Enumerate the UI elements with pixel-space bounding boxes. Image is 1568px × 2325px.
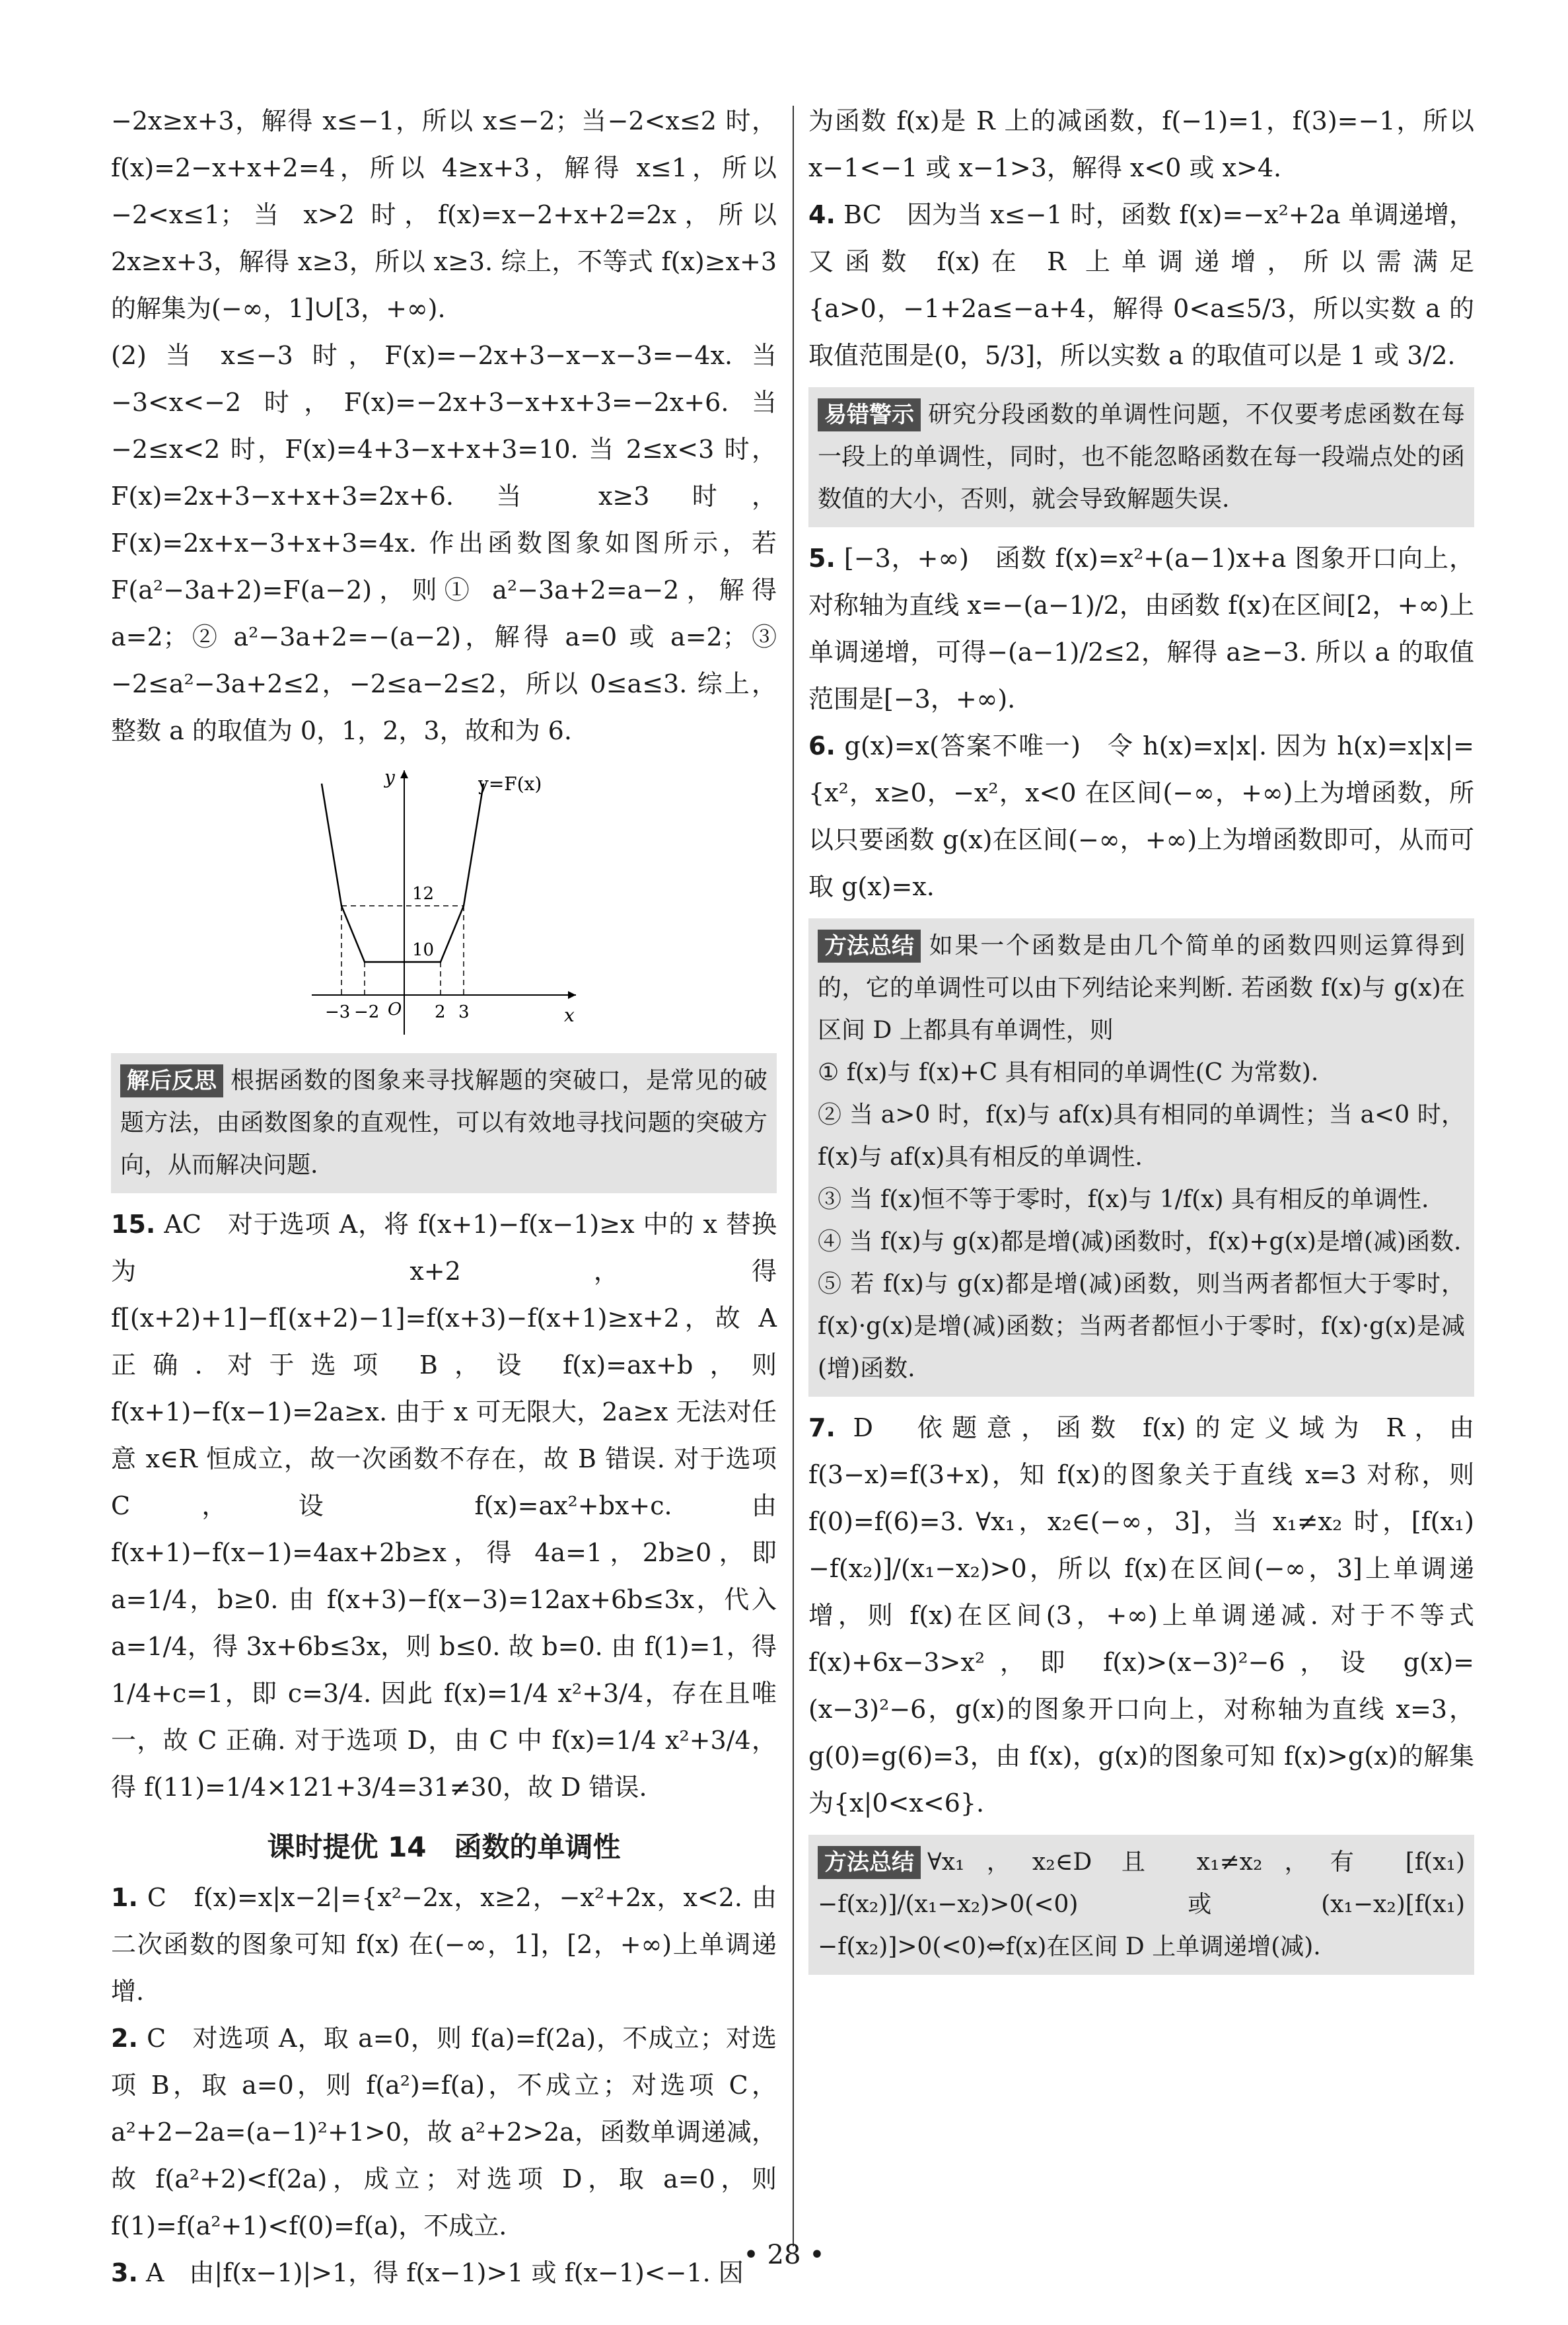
q6-text: g(x)=x(答案不唯一) 令 h(x)=x|x|. 因为 h(x)=x|x|={x²，x≥0，−x²，x<0 在区间(−∞，+∞)上为增函数，所以只要函数 g(x)在区间(−∞，+∞)上为增函数即可，从而可取 g(x)=x. bbox=[808, 731, 1474, 901]
x-axis-arrow bbox=[568, 991, 576, 999]
q3-number: 3. bbox=[111, 2258, 138, 2287]
reflection-tag: 解后反思 bbox=[120, 1064, 223, 1097]
method-text-2: ∀x₁，x₂∈D 且 x₁≠x₂，有 [f(x₁)−f(x₂)]/(x₁−x₂)>0(<0)或(x₁−x₂)[f(x₁)−f(x₂)]>0(<0)⇔f(x)在区间 D 上单调递增(减). bbox=[818, 1849, 1465, 1960]
q15-number: 15. bbox=[111, 1210, 156, 1239]
x-tick-m3: −3 bbox=[325, 1002, 351, 1022]
question-15 bbox=[111, 1201, 777, 1811]
warning-box bbox=[808, 387, 1474, 527]
q2-text: C 对选项 A，取 a=0，则 f(a)=f(2a)，不成立；对选项 B，取 a=0，则 f(a²)=f(a)，不成立；对选项 C，a²+2−2a=(a−1)²+1>0，故 a²+2>2a，函数单调递减，故 f(a²+2)<f(2a)，成立；对选项 D，取 a=0，则 f(1)=f(a²+1)<f(0)=f(a)，不成立. bbox=[111, 2024, 777, 2240]
q6-number: 6. bbox=[808, 731, 836, 760]
method-tag-2: 方法总结 bbox=[818, 1846, 921, 1879]
reflection-box bbox=[111, 1053, 777, 1193]
q7-number: 7. bbox=[808, 1413, 836, 1442]
left-paragraph-1: −2x≥x+3，解得 x≤−1，所以 x≤−2；当−2<x≤2 时，f(x)=2−x+x+2=4，所以 4≥x+3，解得 x≤1，所以−2<x≤1；当 x>2 时，f(x)=x−2+x+2=2x，所以 2x≥x+3，解得 x≥3，所以 x≥3. 综上，不等式 f(x)≥x+3 的解集为(−∞，1]∪[3，+∞). bbox=[111, 106, 777, 323]
y-axis-arrow bbox=[400, 770, 408, 778]
q4-text: BC 因为当 x≤−1 时，函数 f(x)=−x²+2a 单调递增，又函数 f(x)在 R 上单调递增，所以需满足 {a>0，−1+2a≤−a+4，解得 0<a≤5/3，所以实数 a 的取值范围是(0，5/3]，所以实数 a 的取值可以是 1 或 3/2. bbox=[808, 200, 1474, 370]
page-number: • 28 • bbox=[743, 2240, 825, 2270]
x-axis-label: x bbox=[564, 1004, 575, 1026]
left-column bbox=[111, 98, 777, 2297]
right-column bbox=[808, 98, 1474, 1983]
method-tag-1: 方法总结 bbox=[818, 930, 921, 963]
warning-tag: 易错警示 bbox=[818, 398, 921, 431]
q3-text: A 由|f(x−1)|>1，得 f(x−1)>1 或 f(x−1)<−1. 因 bbox=[145, 2258, 744, 2287]
method-line-3: ③ 当 f(x)恒不等于零时，f(x)与 1/f(x) 具有相反的单调性. bbox=[818, 1186, 1429, 1213]
function-curve bbox=[322, 784, 483, 962]
q5-number: 5. bbox=[808, 544, 836, 573]
method-line-4: ④ 当 f(x)与 g(x)都是增(减)函数时，f(x)+g(x)是增(减)函数. bbox=[818, 1228, 1462, 1255]
question-7 bbox=[808, 1405, 1474, 1827]
right-paragraph-1: 为函数 f(x)是 R 上的减函数，f(−1)=1，f(3)=−1，所以 x−1<−1 或 x−1>3，解得 x<0 或 x>4. bbox=[808, 106, 1474, 182]
section-title: 课时提优 14 函数的单调性 bbox=[267, 1831, 621, 1863]
x-tick-2: 2 bbox=[435, 1002, 446, 1022]
curve-label: y=F(x) bbox=[478, 773, 542, 795]
q7-text: D 依题意，函数 f(x)的定义域为 R，由 f(3−x)=f(3+x)，知 f(x)的图象关于直线 x=3 对称，则 f(0)=f(6)=3. ∀x₁，x₂∈(−∞，3]，当 x₁≠x₂ 时，[f(x₁)−f(x₂)]/(x₁−x₂)>0，所以 f(x)在区间(−∞，3]上单调递增，则 f(x)在区间(3，+∞)上单调递减. 对于不等式 f(x)+6x−3>x²，即 f(x)>(x−3)²−6，设 g(x)=(x−3)²−6，g(x)的图象开口向上，对称轴为直线 x=3，g(0)=g(6)=3，由 f(x)，g(x)的图象可知 f(x)>g(x)的解集为{x|0<x<6}. bbox=[808, 1413, 1474, 1818]
q15-text: AC 对于选项 A，将 f(x+1)−f(x−1)≥x 中的 x 替换为 x+2，得 f[(x+2)+1]−f[(x+2)−1]=f(x+3)−f(x+1)≥x+2，故 A 正确. 对于选项 B，设 f(x)=ax+b，则 f(x+1)−f(x−1)=2a≥x. 由于 x 可无限大，2a≥x 无法对任意 x∈R 恒成立，故一次函数不存在，故 B 错误. 对于选项 C，设 f(x)=ax²+bx+c. 由 f(x+1)−f(x−1)=4ax+2b≥x，得 4a=1，2b≥0，即 a=1/4，b≥0. 由 f(x+3)−f(x−3)=12ax+6b≤3x，代入 a=1/4，得 3x+6b≤3x，则 b≤0. 故 b=0. 由 f(1)=1，得 1/4+c=1，即 c=3/4. 因此 f(x)=1/4 x²+3/4，存在且唯一，故 C 正确. 对于选项 D，由 C 中 f(x)=1/4 x²+3/4，得 f(11)=1/4×121+3/4=31≠30，故 D 错误. bbox=[111, 1210, 777, 1802]
method-line-5: ⑤ 若 f(x)与 g(x)都是增(减)函数，则当两者都恒大于零时，f(x)·g(x)是增(减)函数；当两者都恒小于零时，f(x)·g(x)是减(增)函数. bbox=[818, 1271, 1465, 1382]
y-tick-12: 12 bbox=[412, 884, 435, 904]
y-tick-10: 10 bbox=[412, 940, 435, 960]
q1-number: 1. bbox=[111, 1883, 138, 1912]
method-line-0: 如果一个函数是由几个简单的函数四则运算得到的，它的单调性可以由下列结论来判断. 若函数 f(x)与 g(x)在区间 D 上都具有单调性，则 bbox=[818, 932, 1465, 1044]
method-line-2: ② 当 a>0 时，f(x)与 af(x)具有相同的单调性；当 a<0 时，f(x)与 af(x)具有相反的单调性. bbox=[818, 1101, 1465, 1171]
q5-text: [−3，+∞) 函数 f(x)=x²+(a−1)x+a 图象开口向上，对称轴为直线 x=−(a−1)/2，由函数 f(x)在区间[2，+∞)上单调递增，可得−(a−1)/2≤2，解得 a≥−3. 所以 a 的取值范围是[−3，+∞). bbox=[808, 544, 1474, 714]
question-5 bbox=[808, 535, 1474, 723]
q4-number: 4. bbox=[808, 200, 836, 229]
x-tick-m2: −2 bbox=[354, 1002, 380, 1022]
method-summary-box-1 bbox=[808, 918, 1474, 1397]
method-summary-box-2 bbox=[808, 1835, 1474, 1975]
question-6 bbox=[808, 723, 1474, 910]
question-2 bbox=[111, 2015, 777, 2250]
warning-text: 研究分段函数的单调性问题，不仅要考虑函数在每一段上的单调性，同时，也不能忽略函数在每一段端点处的函数值的大小，否则，就会导致解题失误. bbox=[818, 401, 1465, 513]
q2-number: 2. bbox=[111, 2024, 138, 2053]
question-4 bbox=[808, 192, 1474, 379]
method-line-1: ① f(x)与 f(x)+C 具有相同的单调性(C 为常数). bbox=[818, 1059, 1319, 1086]
reflection-text: 根据函数的图象来寻找解题的突破口，是常见的破题方法，由函数图象的直观性，可以有效地寻找问题的突破方向，从而解决问题. bbox=[120, 1067, 767, 1179]
origin-label: O bbox=[388, 1000, 402, 1019]
left-paragraph-2: (2) 当 x≤−3 时，F(x)=−2x+3−x−x−3=−4x. 当−3<x<−2 时，F(x)=−2x+3−x+x+3=−2x+6. 当−2≤x<2 时，F(x)=4+3−x+x+3=10. 当 2≤x<3 时，F(x)=2x+3−x+x+3=2x+6. 当 x≥3 时，F(x)=2x+x−3+x+3=4x. 作出函数图象如图所示，若 F(a²−3a+2)=F(a−2)，则① a²−3a+2=a−2，解得 a=2；② a²−3a+2=−(a−2)，解得 a=0 或 a=2；③ −2≤a²−3a+2≤2，−2≤a−2≤2，所以 0≤a≤3. 综上，整数 a 的取值为 0，1，2，3，故和为 6. bbox=[111, 341, 777, 745]
q1-text: C f(x)=x|x−2|={x²−2x，x≥2，−x²+2x，x<2. 由二次函数的图象可知 f(x) 在(−∞，1]，[2，+∞)上单调递增. bbox=[111, 1883, 777, 2006]
column-divider bbox=[793, 106, 794, 2246]
x-tick-3: 3 bbox=[458, 1002, 470, 1022]
function-graph bbox=[305, 764, 583, 1041]
y-axis-label: y bbox=[384, 766, 395, 788]
question-1 bbox=[111, 1874, 777, 2015]
